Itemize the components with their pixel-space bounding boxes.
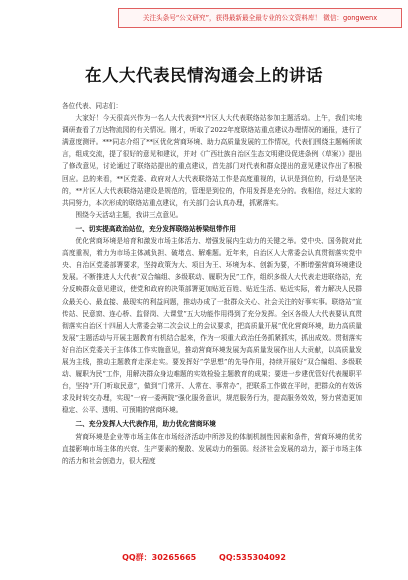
section-1-paragraph: 优化营商环境是培育和激发市场主体活力、增强发展内生动力的关键之举。党中央、国务院对此高度重视，着力为市场主体减负担、破堵点、解难题。近年来，自治区人大常委会认真贯彻落实党中央、自治区党委部署要求，坚持政策为大、项目为王、环境为本、创新为要，不断增强营商环境建设发展。不断推进人大代表“双合编组、多级联动、履职为民”工作，组织多级人大代表走进联络站，充分反映群众意见建议，使党和政府的决策部署更加贴近百姓、贴近生活、贴近实际，着力解决人民群众最关心、最直接、最现实的利益问题，推动办成了一批群众关心、社会关注的好事实事。联络站“宣传站、民意窗、连心桥、监督岗、大课堂”五大功能作用得到了充分发挥。全区各级人大代表要认真贯彻落实自治区十四届人大常委会第二次会议上的会议要求，把高质量开展“优化营商环境，助力高质量发展”主题活动与开展主题教育有机结合起来，作为一项重大政治任务抓紧抓实，抓出成效。贯彻落实好自治区党委关于主体体工作实施意见，推动营商环境发展为高质量发展作出人大贡献，以高质量发展为主线，推动主题教育走深走实。要发挥好“学思想”的先导作用，持续开展好“双合编组、多级联动、履职为民”工作，用解决群众身边难题的实效检验主题教育的成果；要进一步建优管好代表履职平台，坚持“开门听取民意”，做到“门常开、人常在、事常办”，把联系工作做在平时，把群众的有效诉求及时转交办理，实现“一府一委两院”强化服务意识，规范服务行为，提高服务效效，努力营造更加稳定、公平、透明、可预期的营商环境。: [62, 237, 362, 415]
footer-qq: QQ:535304092: [219, 553, 286, 562]
footer-qq-group: QQ群：30265665: [122, 553, 197, 562]
intro-summary: 围绕今天活动主题，我讲三点意见。: [75, 210, 183, 219]
contact-footer: [0, 552, 408, 563]
section-2-heading: 二、充分发挥人大代表作用，助力优化营商环境: [75, 420, 216, 429]
intro-paragraph: 大家好！今天很高兴作为一名人大代表到**片区人大代表联络站参加主题活动。上午，我们实地调研查看了万达物流园的有关情况。刚才，听取了2022年度联络站重点建议办理情况的通报，进行了满意度测评。***同志介绍了**区优化营商环境、助力高质量发展的工作情况，代表们围绕主题畅所欲言，组成交流，提了很好的意见和建议，并对《广西壮族自治区生态文明建设促进条例（草案）》提出了修改意见，讨论通过了联络站提出的重点建议，首先部门对代表和群众提出的意见建议作出了积极回应。总的来看，**区党委、政府对人大代表联络站工作是高度重视的，认识是到位的，行动是坚决的，**片区人大代表联络站建设是规范的，管理是到位的，作用发挥是充分的。我相信，经过大家的共同努力，本次形成的联络站重点建议，有关部门会认真办理，抓紧落实。: [62, 114, 362, 207]
document-title: 在人大代表民情沟通会上的讲话: [85, 66, 323, 85]
section-2-paragraph: 营商环境是企业等市场主体在市场经济活动中所涉及的体制机制性因素和条件，营商环境的优劣直接影响市场主体的兴衰、生产要素的聚散、发展动力的强弱。经济社会发展的动力，源于市场主体的活力和社会创造力，很大程度: [62, 432, 362, 465]
document-body: [62, 100, 362, 467]
section-1-heading: 一、切实提高政治站位，充分发挥联络站桥梁纽带作用: [75, 224, 236, 233]
salutation: 各位代表、同志们：: [62, 102, 123, 110]
promo-banner: 关注头条号“公文研究”，获得最新最全最专业的公文资料库！ 微信：gongwenx: [118, 8, 402, 28]
